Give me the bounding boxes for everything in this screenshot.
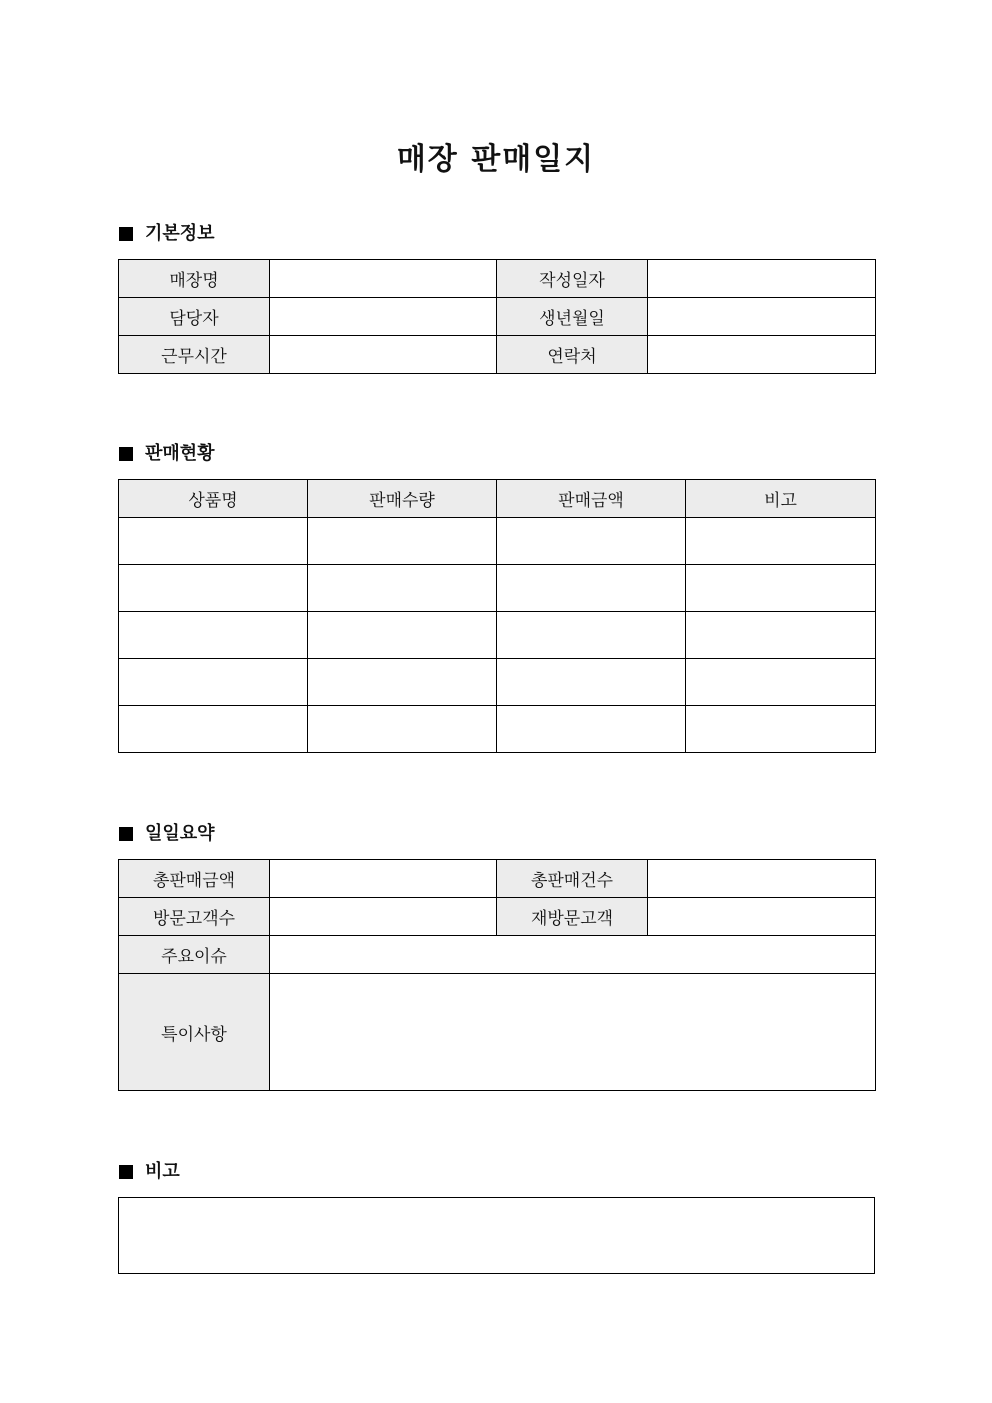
daily-summary-table: [118, 859, 876, 1091]
table-row: [119, 974, 876, 1091]
table-header-row: [119, 480, 876, 518]
special-notes-field[interactable]: [270, 974, 876, 1091]
total-count-label: 총판매건수: [497, 860, 648, 898]
table-row: [119, 565, 876, 612]
amount-cell[interactable]: [497, 706, 686, 753]
store-name-field[interactable]: [270, 260, 497, 298]
table-row: [119, 898, 876, 936]
manager-field[interactable]: [270, 298, 497, 336]
revisit-label: 재방문고객: [497, 898, 648, 936]
table-row: [119, 706, 876, 753]
section-heading-basic: [119, 222, 215, 246]
section-heading-summary-label: 일일요약: [145, 823, 215, 844]
visitors-field[interactable]: [270, 898, 497, 936]
section-heading-summary: [119, 822, 215, 846]
total-count-field[interactable]: [648, 860, 876, 898]
table-row: [119, 1198, 875, 1274]
table-row: [119, 936, 876, 974]
product-cell[interactable]: [119, 518, 308, 565]
square-bullet-icon: [119, 827, 133, 841]
note-cell[interactable]: [686, 612, 876, 659]
remarks-field[interactable]: [119, 1198, 875, 1274]
contact-label: 연락처: [497, 336, 648, 374]
special-notes-label: 특이사항: [119, 974, 270, 1091]
amount-cell[interactable]: [497, 518, 686, 565]
date-written-field[interactable]: [648, 260, 876, 298]
table-row: [119, 518, 876, 565]
amount-cell[interactable]: [497, 612, 686, 659]
square-bullet-icon: [119, 1165, 133, 1179]
table-row: [119, 612, 876, 659]
product-cell[interactable]: [119, 659, 308, 706]
basic-info-table: [118, 259, 876, 374]
total-amount-label: 총판매금액: [119, 860, 270, 898]
quantity-cell[interactable]: [308, 518, 497, 565]
sales-table: [118, 479, 876, 753]
quantity-cell[interactable]: [308, 565, 497, 612]
section-heading-sales-label: 판매현황: [145, 443, 215, 464]
section-heading-sales: [119, 442, 215, 466]
revisit-field[interactable]: [648, 898, 876, 936]
section-heading-remarks-label: 비고: [145, 1161, 180, 1182]
note-cell[interactable]: [686, 565, 876, 612]
work-hours-field[interactable]: [270, 336, 497, 374]
product-cell[interactable]: [119, 565, 308, 612]
key-issues-field[interactable]: [270, 936, 876, 974]
contact-field[interactable]: [648, 336, 876, 374]
square-bullet-icon: [119, 447, 133, 461]
section-heading-basic-label: 기본정보: [145, 223, 215, 244]
table-row: [119, 336, 876, 374]
table-row: [119, 659, 876, 706]
date-written-label: 작성일자: [497, 260, 648, 298]
section-heading-remarks: [119, 1160, 180, 1184]
product-cell[interactable]: [119, 612, 308, 659]
manager-label: 담당자: [119, 298, 270, 336]
column-header-product: 상품명: [119, 480, 308, 518]
work-hours-label: 근무시간: [119, 336, 270, 374]
square-bullet-icon: [119, 227, 133, 241]
quantity-cell[interactable]: [308, 706, 497, 753]
amount-cell[interactable]: [497, 659, 686, 706]
product-cell[interactable]: [119, 706, 308, 753]
birth-date-field[interactable]: [648, 298, 876, 336]
note-cell[interactable]: [686, 518, 876, 565]
key-issues-label: 주요이슈: [119, 936, 270, 974]
table-row: [119, 260, 876, 298]
visitors-label: 방문고객수: [119, 898, 270, 936]
store-name-label: 매장명: [119, 260, 270, 298]
note-cell[interactable]: [686, 706, 876, 753]
column-header-amount: 판매금액: [497, 480, 686, 518]
total-amount-field[interactable]: [270, 860, 497, 898]
amount-cell[interactable]: [497, 565, 686, 612]
remarks-table: [118, 1197, 875, 1274]
quantity-cell[interactable]: [308, 612, 497, 659]
note-cell[interactable]: [686, 659, 876, 706]
column-header-note: 비고: [686, 480, 876, 518]
table-row: [119, 298, 876, 336]
column-header-quantity: 판매수량: [308, 480, 497, 518]
birth-date-label: 생년월일: [497, 298, 648, 336]
table-row: [119, 860, 876, 898]
page-title: 매장 판매일지: [396, 142, 596, 177]
quantity-cell[interactable]: [308, 659, 497, 706]
